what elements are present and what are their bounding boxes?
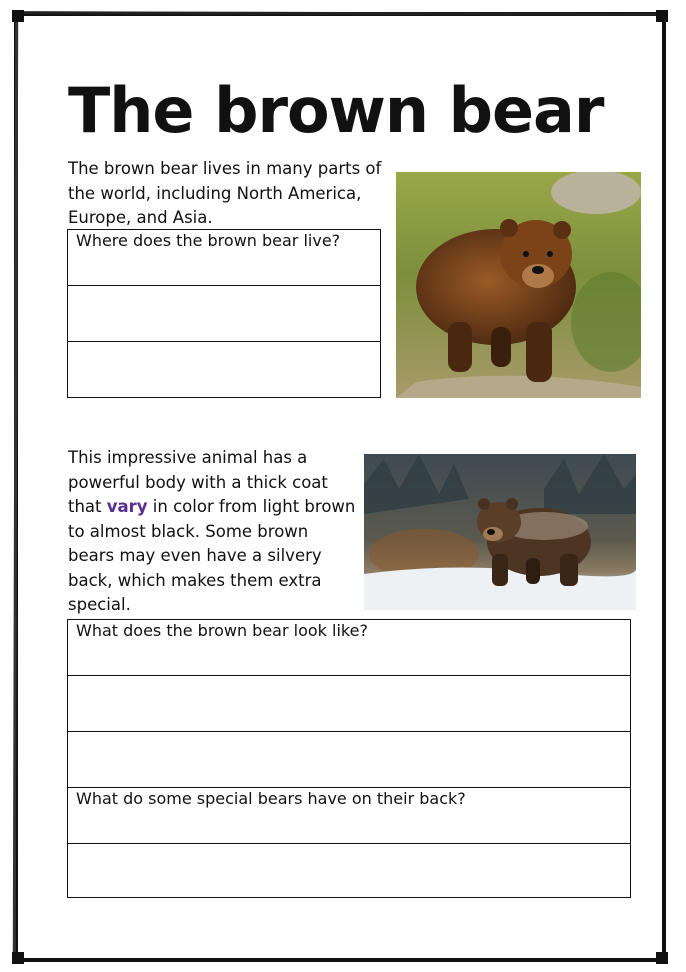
border-corner	[12, 10, 24, 22]
description-paragraph	[68, 446, 358, 618]
highlighted-word: vary	[106, 497, 148, 516]
border-corner	[656, 952, 668, 964]
intro-text: The brown bear lives in many parts of the world, including North America, Europe, and Asia.	[68, 159, 382, 227]
question-look-like: What does the brown bear look like?	[68, 620, 631, 676]
bear-snow-image	[364, 454, 636, 610]
bear-grass-image	[396, 172, 641, 398]
description-text-after: in color from light brown to almost black. Some brown bears may even have a silvery back, which makes them extra special.	[68, 497, 356, 614]
border-corner	[12, 952, 24, 964]
answer-line[interactable]	[68, 342, 381, 398]
answer-line[interactable]	[68, 844, 631, 898]
answer-line[interactable]	[68, 732, 631, 788]
answer-line[interactable]	[68, 676, 631, 732]
border-corner	[656, 10, 668, 22]
bear-photo-snow	[364, 454, 636, 610]
answer-table-2	[67, 619, 631, 898]
bear-photo-grass	[396, 172, 641, 398]
question-where-live: Where does the brown bear live?	[68, 230, 381, 286]
description-text-before: This impressive animal has a powerful body with a thick coat that	[68, 448, 328, 516]
answer-line[interactable]	[68, 286, 381, 342]
question-special-back: What do some special bears have on their back?	[68, 788, 631, 844]
answer-table-1	[67, 229, 381, 398]
page-title: The brown bear	[68, 74, 604, 147]
intro-paragraph	[68, 157, 386, 231]
